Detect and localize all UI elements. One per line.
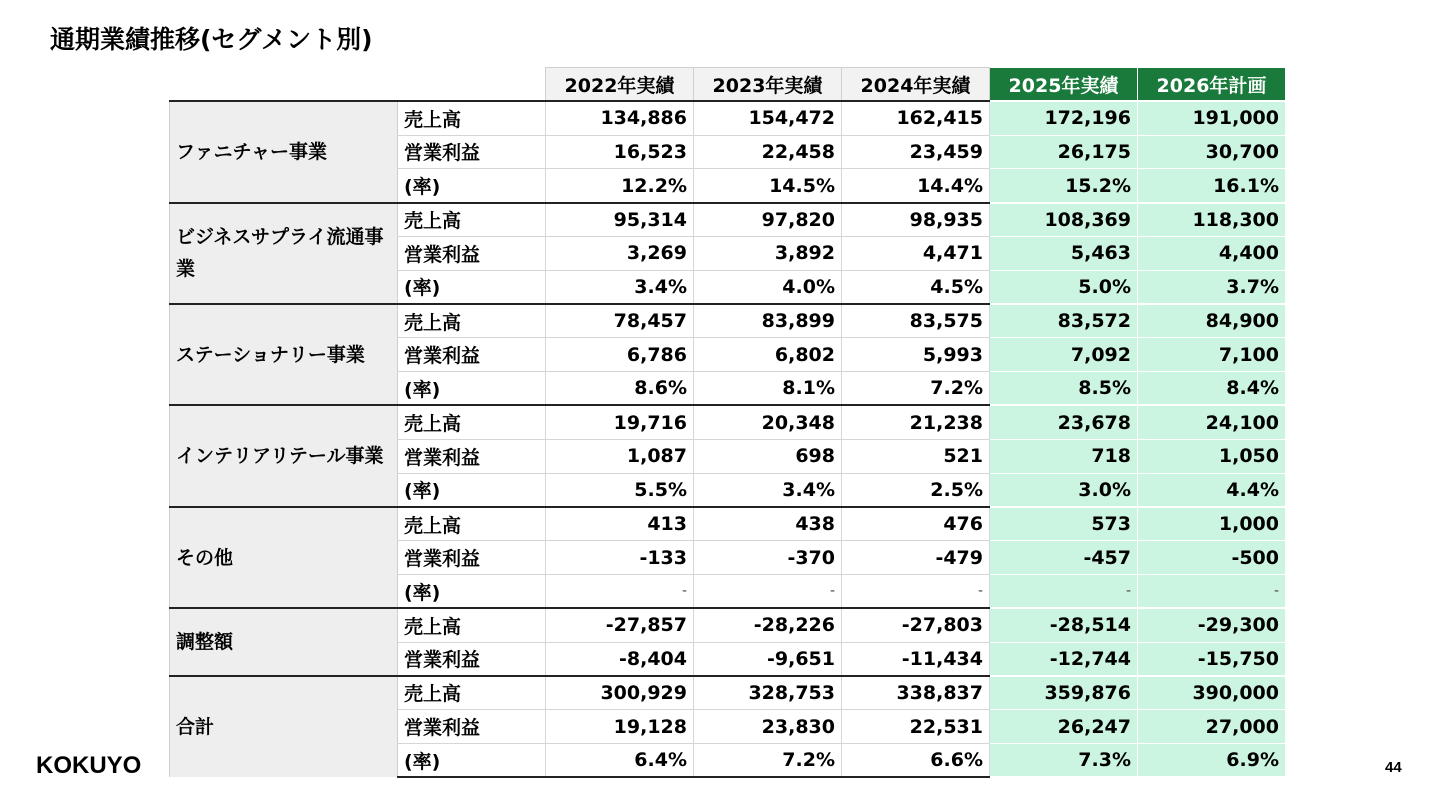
value-cell: 26,247 <box>990 710 1138 744</box>
value-cell: 30,700 <box>1138 135 1286 169</box>
value-cell: -15,750 <box>1138 642 1286 676</box>
value-cell: 22,531 <box>842 710 990 744</box>
value-cell: -28,226 <box>694 608 842 642</box>
value-cell: 5,993 <box>842 338 990 372</box>
metric-label: 売上高 <box>398 304 546 338</box>
value-cell: 162,415 <box>842 101 990 135</box>
value-cell: 19,716 <box>546 405 694 439</box>
value-cell: 19,128 <box>546 710 694 744</box>
value-cell: -500 <box>1138 541 1286 575</box>
metric-label: 売上高 <box>398 203 546 237</box>
value-cell: 84,900 <box>1138 304 1286 338</box>
value-cell: 108,369 <box>990 203 1138 237</box>
header-blank-segment <box>170 68 398 102</box>
table-row <box>170 676 1286 710</box>
value-cell: 573 <box>990 507 1138 541</box>
value-cell: 359,876 <box>990 676 1138 710</box>
value-cell: 23,678 <box>990 405 1138 439</box>
value-cell: 3.7% <box>1138 270 1286 304</box>
segment-name: 合計 <box>170 676 398 777</box>
value-cell: 4.4% <box>1138 473 1286 507</box>
value-cell: - <box>842 574 990 608</box>
value-cell: 3,269 <box>546 236 694 270</box>
metric-label: (率) <box>398 169 546 203</box>
segment-name: 調整額 <box>170 608 398 676</box>
table-row <box>170 405 1286 439</box>
table-header-row <box>170 68 1286 102</box>
column-header-2: 2024年実績 <box>842 68 990 102</box>
metric-label: 営業利益 <box>398 710 546 744</box>
value-cell: -479 <box>842 541 990 575</box>
value-cell: 24,100 <box>1138 405 1286 439</box>
value-cell: -12,744 <box>990 642 1138 676</box>
value-cell: - <box>990 574 1138 608</box>
value-cell: 4,471 <box>842 236 990 270</box>
metric-label: 営業利益 <box>398 642 546 676</box>
value-cell: -27,803 <box>842 608 990 642</box>
table-row <box>170 304 1286 338</box>
value-cell: 134,886 <box>546 101 694 135</box>
value-cell: 4,400 <box>1138 236 1286 270</box>
value-cell: 5.0% <box>990 270 1138 304</box>
value-cell: 16.1% <box>1138 169 1286 203</box>
value-cell: -370 <box>694 541 842 575</box>
table-row <box>170 101 1286 135</box>
value-cell: 78,457 <box>546 304 694 338</box>
value-cell: 6,786 <box>546 338 694 372</box>
value-cell: 8.4% <box>1138 372 1286 406</box>
metric-label: 営業利益 <box>398 439 546 473</box>
value-cell: -8,404 <box>546 642 694 676</box>
value-cell: 15.2% <box>990 169 1138 203</box>
value-cell: 1,000 <box>1138 507 1286 541</box>
table-row <box>170 507 1286 541</box>
value-cell: 97,820 <box>694 203 842 237</box>
column-header-1: 2023年実績 <box>694 68 842 102</box>
value-cell: -9,651 <box>694 642 842 676</box>
value-cell: 3,892 <box>694 236 842 270</box>
value-cell: 83,899 <box>694 304 842 338</box>
column-header-3: 2025年実績 <box>990 68 1138 102</box>
metric-label: 売上高 <box>398 507 546 541</box>
value-cell: 20,348 <box>694 405 842 439</box>
table-row <box>170 203 1286 237</box>
value-cell: 98,935 <box>842 203 990 237</box>
value-cell: 5.5% <box>546 473 694 507</box>
metric-label: 営業利益 <box>398 236 546 270</box>
value-cell: 390,000 <box>1138 676 1286 710</box>
value-cell: 3.0% <box>990 473 1138 507</box>
value-cell: 22,458 <box>694 135 842 169</box>
column-header-4: 2026年計画 <box>1138 68 1286 102</box>
value-cell: 6,802 <box>694 338 842 372</box>
metric-label: (率) <box>398 574 546 608</box>
value-cell: 3.4% <box>546 270 694 304</box>
value-cell: 23,830 <box>694 710 842 744</box>
value-cell: 521 <box>842 439 990 473</box>
value-cell: - <box>1138 574 1286 608</box>
value-cell: 83,572 <box>990 304 1138 338</box>
value-cell: 7.3% <box>990 743 1138 777</box>
kokuyo-logo: KOKUYO <box>36 752 142 779</box>
value-cell: 27,000 <box>1138 710 1286 744</box>
value-cell: 476 <box>842 507 990 541</box>
value-cell: 8.5% <box>990 372 1138 406</box>
value-cell: 300,929 <box>546 676 694 710</box>
value-cell: 14.4% <box>842 169 990 203</box>
segment-name: ビジネスサプライ流通事業 <box>170 203 398 304</box>
value-cell: 2.5% <box>842 473 990 507</box>
value-cell: 3.4% <box>694 473 842 507</box>
metric-label: 売上高 <box>398 405 546 439</box>
value-cell: 23,459 <box>842 135 990 169</box>
metric-label: 売上高 <box>398 608 546 642</box>
value-cell: 7,092 <box>990 338 1138 372</box>
column-header-0: 2022年実績 <box>546 68 694 102</box>
metric-label: 営業利益 <box>398 135 546 169</box>
value-cell: 4.5% <box>842 270 990 304</box>
metric-label: (率) <box>398 743 546 777</box>
metric-label: 売上高 <box>398 676 546 710</box>
value-cell: 1,050 <box>1138 439 1286 473</box>
value-cell: -28,514 <box>990 608 1138 642</box>
metric-label: (率) <box>398 372 546 406</box>
value-cell: -457 <box>990 541 1138 575</box>
value-cell: 1,087 <box>546 439 694 473</box>
value-cell: 4.0% <box>694 270 842 304</box>
value-cell: 21,238 <box>842 405 990 439</box>
segment-results-table <box>169 67 1286 778</box>
value-cell: - <box>694 574 842 608</box>
value-cell: 718 <box>990 439 1138 473</box>
page-title: 通期業績推移(セグメント別) <box>50 25 373 54</box>
value-cell: 338,837 <box>842 676 990 710</box>
segment-name: その他 <box>170 507 398 608</box>
value-cell: -11,434 <box>842 642 990 676</box>
table-row <box>170 608 1286 642</box>
value-cell: 26,175 <box>990 135 1138 169</box>
value-cell: -133 <box>546 541 694 575</box>
value-cell: 6.9% <box>1138 743 1286 777</box>
value-cell: -29,300 <box>1138 608 1286 642</box>
segment-name: インテリアリテール事業 <box>170 405 398 506</box>
value-cell: 83,575 <box>842 304 990 338</box>
value-cell: 16,523 <box>546 135 694 169</box>
value-cell: -27,857 <box>546 608 694 642</box>
value-cell: 6.6% <box>842 743 990 777</box>
value-cell: 5,463 <box>990 236 1138 270</box>
value-cell: 7.2% <box>842 372 990 406</box>
metric-label: (率) <box>398 473 546 507</box>
value-cell: 172,196 <box>990 101 1138 135</box>
value-cell: 12.2% <box>546 169 694 203</box>
value-cell: 7,100 <box>1138 338 1286 372</box>
value-cell: 191,000 <box>1138 101 1286 135</box>
value-cell: - <box>546 574 694 608</box>
metric-label: 売上高 <box>398 101 546 135</box>
value-cell: 14.5% <box>694 169 842 203</box>
segment-name: ファニチャー事業 <box>170 101 398 202</box>
value-cell: 8.6% <box>546 372 694 406</box>
value-cell: 118,300 <box>1138 203 1286 237</box>
page-number: 44 <box>1385 759 1402 776</box>
metric-label: 営業利益 <box>398 338 546 372</box>
value-cell: 95,314 <box>546 203 694 237</box>
value-cell: 328,753 <box>694 676 842 710</box>
value-cell: 698 <box>694 439 842 473</box>
header-blank-metric <box>398 68 546 102</box>
value-cell: 154,472 <box>694 101 842 135</box>
value-cell: 413 <box>546 507 694 541</box>
segment-name: ステーショナリー事業 <box>170 304 398 405</box>
metric-label: (率) <box>398 270 546 304</box>
value-cell: 6.4% <box>546 743 694 777</box>
value-cell: 8.1% <box>694 372 842 406</box>
value-cell: 7.2% <box>694 743 842 777</box>
value-cell: 438 <box>694 507 842 541</box>
metric-label: 営業利益 <box>398 541 546 575</box>
